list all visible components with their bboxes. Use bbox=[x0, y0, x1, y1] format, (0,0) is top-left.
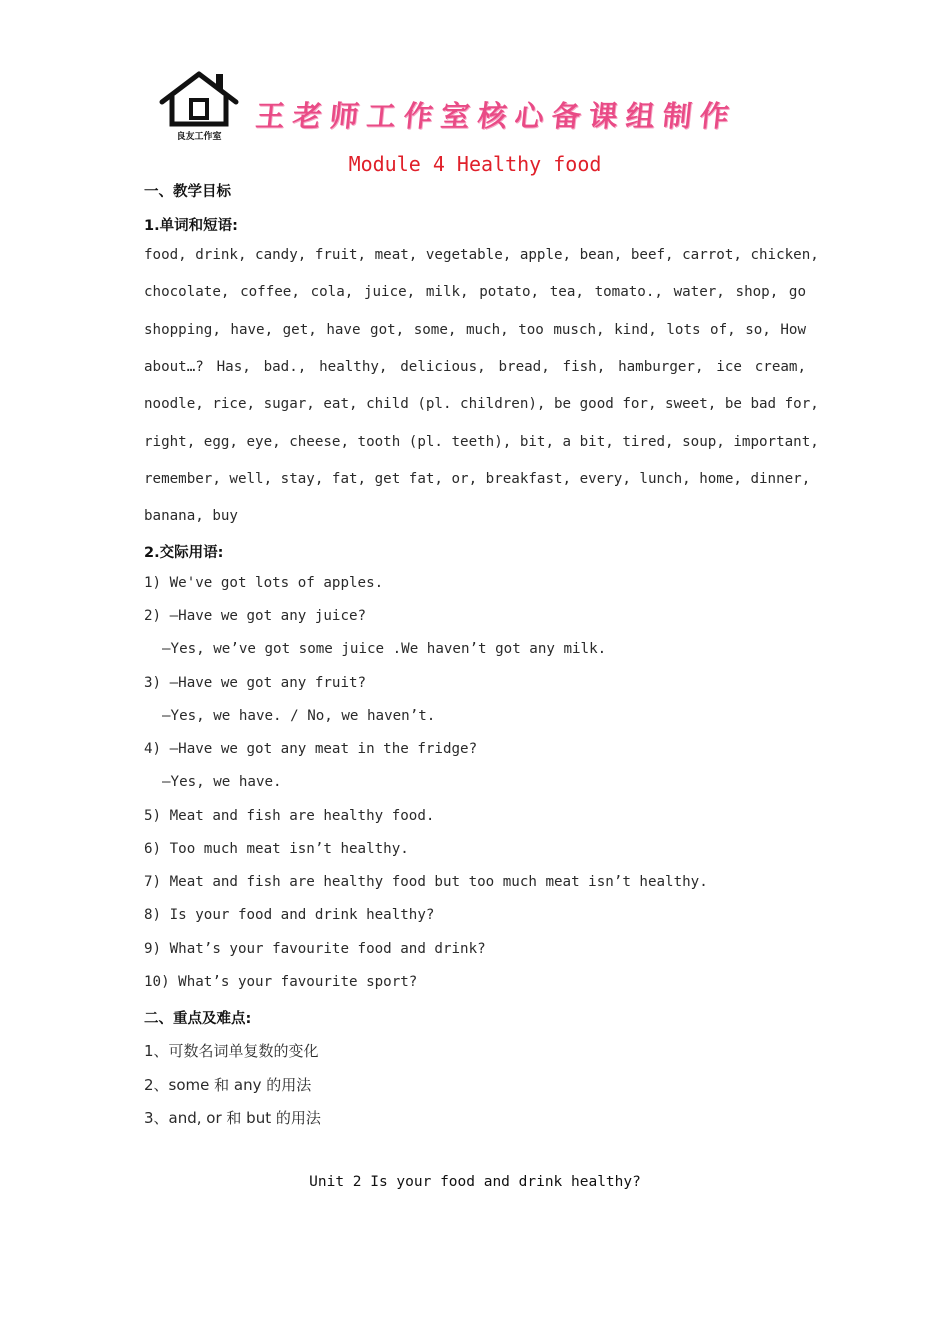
vocab-line: noodle, rice, sugar, eat, child (pl. children), be good for, sweet, be bad for, bbox=[144, 396, 819, 412]
expression-answer: —Yes, we have. bbox=[162, 774, 282, 790]
key-point-item: 3、and, or 和 but 的用法 bbox=[144, 1109, 321, 1127]
vocab-line: food, drink, candy, fruit, meat, vegetable, apple, bean, beef, carrot, chicken, bbox=[144, 247, 819, 263]
expression-line: 10) What’s your favourite sport? bbox=[144, 974, 418, 990]
key-point-item: 2、some 和 any 的用法 bbox=[144, 1076, 312, 1094]
expression-line: 8) Is your food and drink healthy? bbox=[144, 907, 435, 923]
expression-answer: —Yes, we’ve got some juice .We haven’t got any milk. bbox=[162, 641, 607, 657]
section-heading-objectives: 一、教学目标 bbox=[144, 184, 231, 200]
key-point-item: 1、可数名词单复数的变化 bbox=[144, 1042, 319, 1060]
expression-line: 9) What’s your favourite food and drink? bbox=[144, 941, 486, 957]
unit-title: Unit 2 Is your food and drink healthy? bbox=[309, 1174, 641, 1190]
page-title: Module 4 Healthy food bbox=[348, 152, 602, 176]
vocab-line: chocolate, coffee, cola, juice, milk, potato, tea, tomato., water, shop, go bbox=[144, 284, 806, 300]
expression-line: 5) Meat and fish are healthy food. bbox=[144, 808, 435, 824]
subheading-expressions: 2.交际用语: bbox=[144, 545, 224, 561]
logo-caption: 良友工作室 bbox=[176, 132, 222, 142]
expression-line: 7) Meat and fish are healthy food but too much meat isn’t healthy. bbox=[144, 874, 708, 890]
vocab-line: right, egg, eye, cheese, tooth (pl. teeth), bit, a bit, tired, soup, important, bbox=[144, 434, 819, 450]
subheading-vocabulary: 1.单词和短语: bbox=[144, 218, 238, 234]
expression-line: 6) Too much meat isn’t healthy. bbox=[144, 841, 409, 857]
vocab-line: about…? Has, bad., healthy, delicious, bread, fish, hamburger, ice cream, bbox=[144, 359, 806, 375]
expression-line: 3) —Have we got any fruit? bbox=[144, 675, 367, 691]
expression-line: 1) We've got lots of apples. bbox=[144, 575, 384, 591]
vocab-line: remember, well, stay, fat, get fat, or, breakfast, every, lunch, home, dinner, bbox=[144, 471, 811, 487]
vocab-line: banana, buy bbox=[144, 508, 238, 524]
expression-line: 4) —Have we got any meat in the fridge? bbox=[144, 741, 478, 757]
expression-answer: —Yes, we have. / No, we haven’t. bbox=[162, 708, 436, 724]
studio-banner: 王老师工作室核心备课组制作 bbox=[254, 99, 739, 133]
section-heading-key-points: 二、重点及难点: bbox=[144, 1011, 252, 1027]
vocab-line: shopping, have, get, have got, some, much, too musch, kind, lots of, so, How bbox=[144, 322, 806, 338]
house-logo-icon bbox=[158, 68, 240, 144]
expression-line: 2) —Have we got any juice? bbox=[144, 608, 367, 624]
